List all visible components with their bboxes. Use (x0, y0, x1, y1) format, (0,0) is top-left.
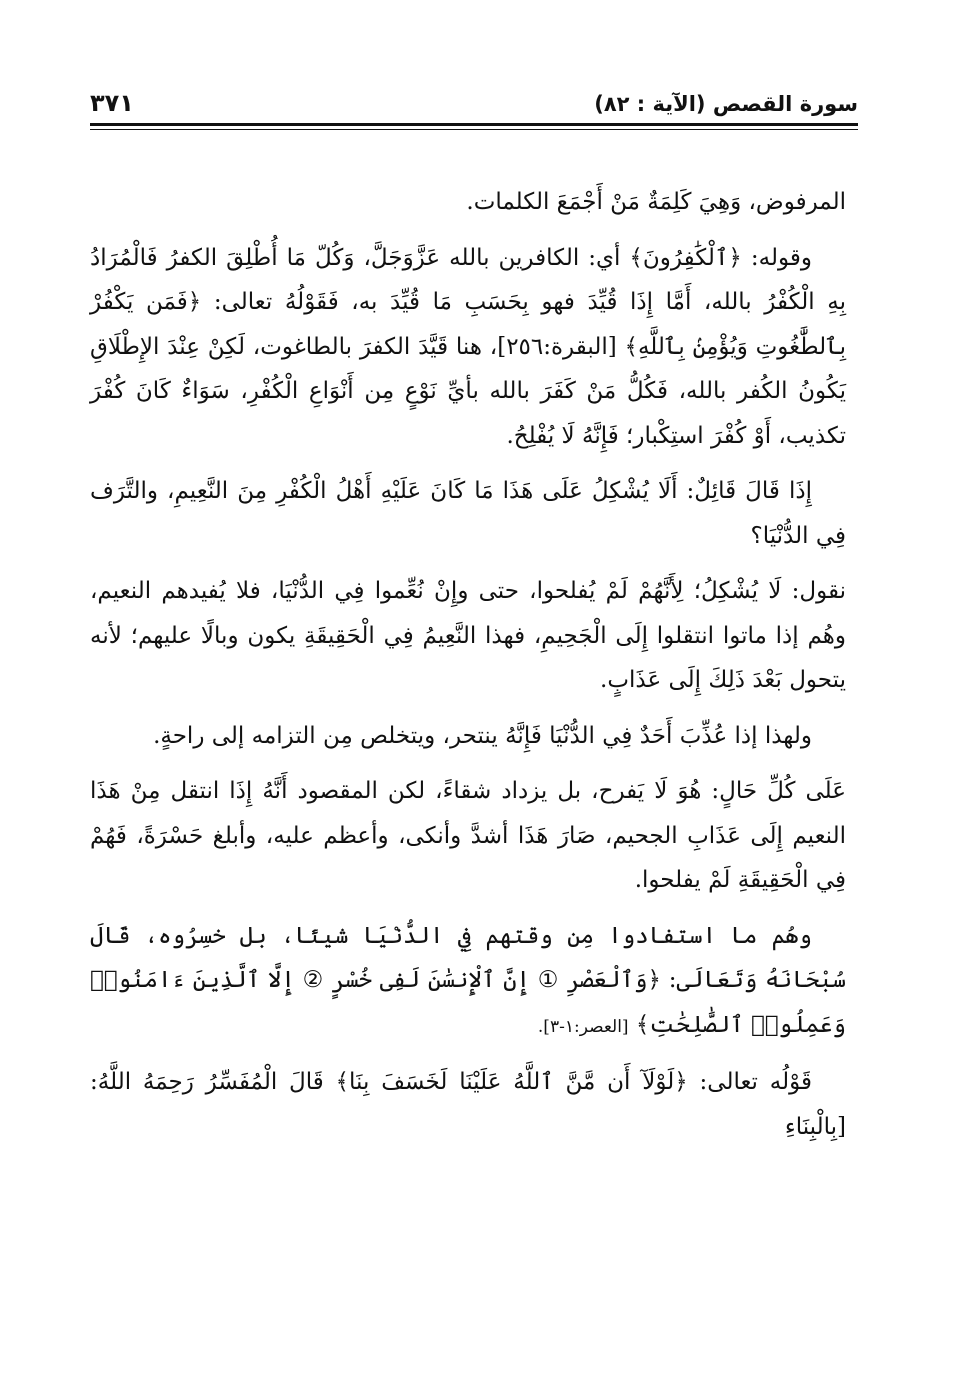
header-rule-thick (90, 123, 858, 126)
paragraph-verse-comment (90, 1060, 846, 1149)
page-header (90, 88, 858, 122)
paragraph-text: نقول: لَا يُشْكِلُ؛ لِأَنَّهُمْ لَمْ يُفلحوا، حتى وإِنْ نُعِّموا فِي الدُّنْيَا، فلا يُفيدهم النعيم، وهُم إذا ماتوا انتقلوا إِلَى الْجَحِيمِ، فهذا النَّعِيمُ فِي الْحَقِيقَةِ يكون وبالًا عليهم؛ لأنه يتحول بَعْدَ ذَلِكَ إِلَى عَذَابٍ. (90, 578, 846, 693)
chapter-title: سورة القصص (الآية : ٨٢) (594, 92, 858, 116)
paragraph-closing-line (90, 180, 846, 225)
paragraph-question (90, 469, 846, 558)
page-body (90, 180, 846, 1160)
paragraph-text: إِذَا قَالَ قَائِلٌ: أَلَا يُشْكِلُ عَلَى هَذَا مَا كَانَ عَلَيْهِ أَهْلُ الْكُفْرِ مِنَ النَّعِيمِ، والتَّرَف فِي الدُّنْيَا؟ (90, 478, 846, 549)
paragraph-disbelievers (90, 236, 846, 459)
paragraph-al-asr (90, 914, 846, 1050)
paragraph-text: وقوله: ﴿ٱلْكَٰفِرُونَ﴾ أي: الكافرين بالله عَزَّوَجَلَّ، وَكُلّ مَا أُطْلِقَ الكفرُ فَالْمُرَادُ بِهِ الْكُفْرُ بالله، أَمَّا إِذَا قُيِّدَ فهو بِحَسَبِ مَا قُيِّدَ به، فَقَوْلُهُ تعالى: ﴿فَمَن يَكْفُرْ بِٱلطَّٰغُوتِ وَيُؤْمِنۢ بِٱللَّهِ﴾ [البقرة:٢٥٦]، هنا قَيَّدَ الكفرَ بالطاغوت، لَكِنْ عِنْدَ الإِطْلَاقِ يَكُونُ الكُفر بالله، فَكُلُّ مَنْ كَفَرَ بالله بأيِّ نَوْعٍ مِن أَنْوَاعِ الْكُفْرِ، سَوَاءٌ كَانَ كُفْرَ تكذيب، أَوْ كُفْرَ استِكْبار؛ فَإِنَّهُ لَا يُفْلِحُ. (90, 244, 846, 449)
paragraph-text: قَوْلُه تعالى: ﴿لَوْلَآ أَن مَّنَّ ٱللَّهُ عَلَيْنَا لَخَسَفَ بِنَا﴾ قَالَ الْمُفَسِّرُ رَحِمَهُ اللَّهُ: [بِالْبِنَاءِ (90, 1069, 846, 1140)
header-rule-thin (90, 129, 858, 130)
paragraph-torment (90, 714, 846, 759)
paragraph-text: عَلَى كُلِّ حَالٍ: هُوَ لَا يَفرح، بل يزداد شقاءً، لكن المقصود أَنَّهُ إِذَا انتقل مِنْ هَذَا النعيم إِلَى عَذَابِ الجحيم، صَارَ هَذَا أشدَّ وأنكى، وأعظم عليه، وأبلغ حَسْرَةً، فَهُمْ فِي الْحَقِيقَةِ لَمْ يفلحوا. (90, 778, 846, 893)
paragraph-text: وهُم ما استفادوا مِن وقتهم فِي الدُّنْيَا شيئًا، بل خسِرُوه، قَالَ سُبْحَانَهُ وَتَعَالَى: ﴿وَٱلْعَصْرِ ① إِنَّ ٱلْإِنسَٰنَ لَفِى خُسْرٍ ② إِلَّا ٱلَّذِينَ ءَامَنُوا۟ وَعَمِلُوا۟ ٱلصَّٰلِحَٰتِ﴾ (90, 922, 846, 1038)
paragraph-text: المرفوض، وَهِيَ كَلِمَةٌ مَنْ أَجْمَعَ الكلمات. (466, 189, 846, 215)
paragraph-answer (90, 569, 846, 703)
surah-reference: [العصر:١-٣]. (537, 1016, 629, 1037)
paragraph-text: ولهذا إذا عُذِّبَ أَحَدٌ فِي الدُّنْيَا فَإِنَّهُ ينتحر، ويتخلص مِن التزامه إلى راحةٍ. (153, 722, 812, 749)
paragraph-in-any-case (90, 769, 846, 903)
page-number: ٣٧١ (90, 89, 134, 117)
